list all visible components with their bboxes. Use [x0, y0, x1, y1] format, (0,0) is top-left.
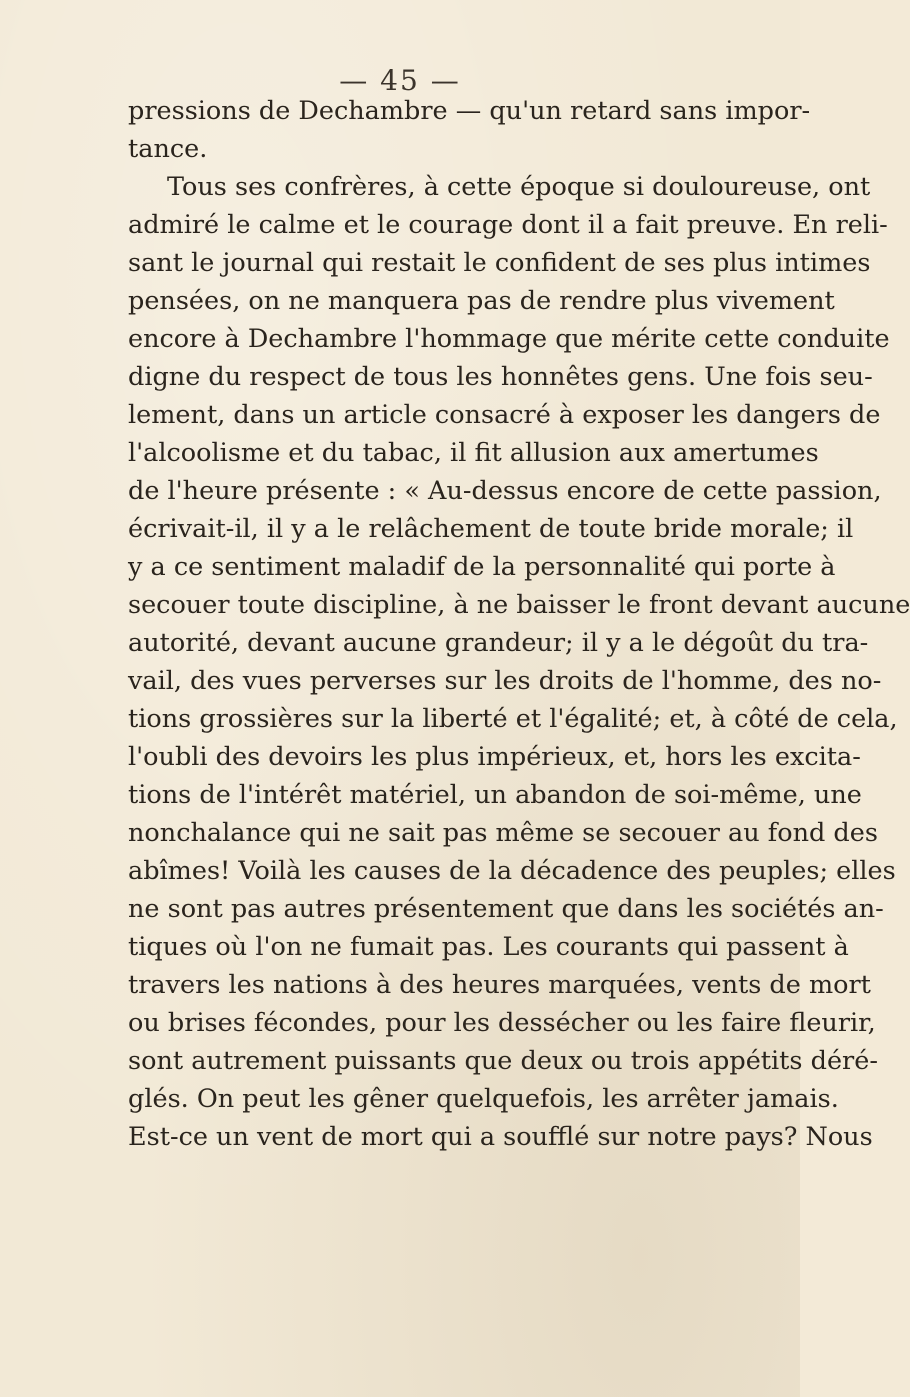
text-line: ne sont pas autres présentement que dans les sociétés an-: [128, 894, 884, 924]
text-line: encore à Dechambre l'hommage que mérite cette conduite: [128, 324, 890, 354]
text-line: pressions de Dechambre — qu'un retard sans impor-: [128, 96, 811, 126]
text-line: tiques où l'on ne fumait pas. Les courants qui passent à: [128, 932, 849, 962]
text-line: tions de l'intérêt matériel, un abandon de soi-même, une: [128, 780, 862, 810]
text-line: écrivait-il, il y a le relâchement de toute bride morale; il: [128, 514, 854, 544]
text-line: l'oubli des devoirs les plus impérieux, et, hors les excita-: [128, 742, 861, 772]
text-line: secouer toute discipline, à ne baisser le front devant aucune: [128, 590, 910, 620]
text-line: ou brises fécondes, pour les dessécher ou les faire fleurir,: [128, 1008, 876, 1038]
text-line: sont autrement puissants que deux ou trois appétits déré-: [128, 1046, 878, 1076]
text-line: digne du respect de tous les honnêtes gens. Une fois seu-: [128, 362, 873, 392]
text-line: autorité, devant aucune grandeur; il y a le dégoût du tra-: [128, 628, 869, 658]
text-line: glés. On peut les gêner quelquefois, les arrêter jamais.: [128, 1084, 839, 1114]
text-line: y a ce sentiment maladif de la personnalité qui porte à: [128, 552, 836, 582]
text-line: l'alcoolisme et du tabac, il fit allusion aux amertumes: [128, 438, 819, 468]
text-line: Est-ce un vent de mort qui a soufflé sur notre pays? Nous: [128, 1122, 873, 1152]
page-number: — 45 —: [339, 64, 461, 97]
text-line: pensées, on ne manquera pas de rendre plus vivement: [128, 286, 835, 316]
text-line: vail, des vues perverses sur les droits de l'homme, des no-: [128, 666, 882, 696]
text-line: travers les nations à des heures marquées, vents de mort: [128, 970, 871, 1000]
body-text: [128, 92, 910, 1156]
text-line: abîmes! Voilà les causes de la décadence des peuples; elles: [128, 856, 896, 886]
text-line: tance.: [128, 134, 208, 164]
text-line: Tous ses confrères, à cette époque si douloureuse, ont: [167, 172, 871, 202]
text-line: sant le journal qui restait le confident de ses plus intimes: [128, 248, 871, 278]
text-line: lement, dans un article consacré à exposer les dangers de: [128, 400, 881, 430]
text-line: nonchalance qui ne sait pas même se secouer au fond des: [128, 818, 878, 848]
text-line: tions grossières sur la liberté et l'égalité; et, à côté de cela,: [128, 704, 898, 734]
text-line: de l'heure présente : « Au-dessus encore de cette passion,: [128, 476, 882, 506]
text-line: admiré le calme et le courage dont il a fait preuve. En reli-: [128, 210, 888, 240]
